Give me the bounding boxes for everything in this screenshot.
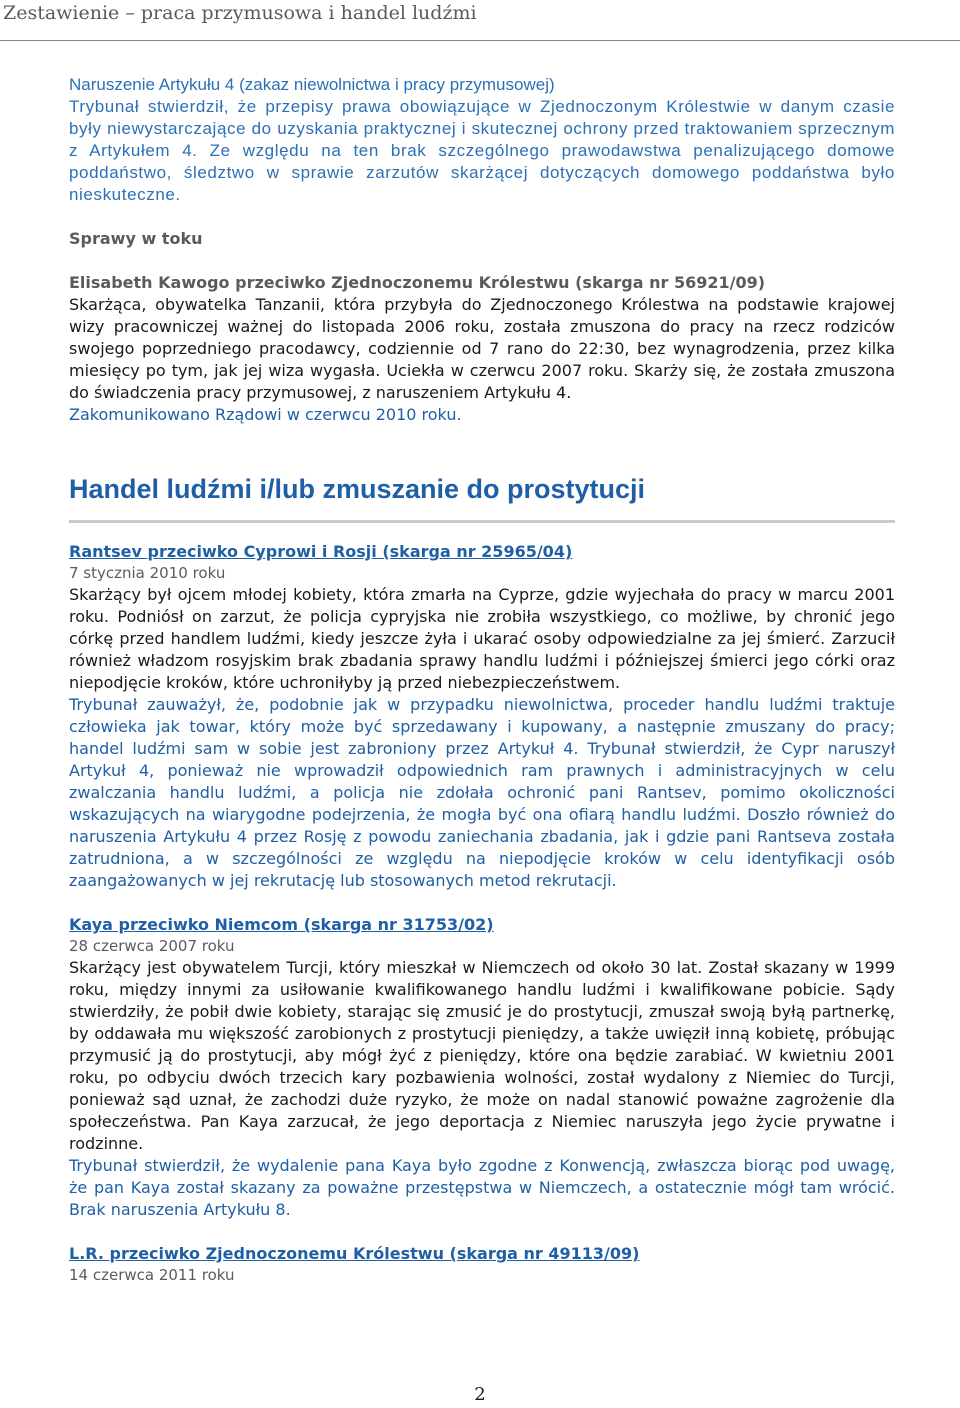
pending-communicated: Zakomunikowano Rządowi w czerwcu 2010 roku. xyxy=(69,405,462,424)
case-kaya xyxy=(69,914,895,1221)
violation-heading: Naruszenie Artykułu 4 (zakaz niewolnictwa i pracy przymusowej) xyxy=(69,75,555,94)
case-facts: Skarżący jest obywatelem Turcji, który mieszkał w Niemczech od około 30 lat. Został skazany w 1999 roku, między innymi za usiłowanie kwalifikowanego handlu ludźmi i kwalifikowane pobicie. Sądy stwierdziły, że pobił dwie kobiety, starając się zmusić je do prostytucji, zmuszał swoją byłą partnerkę, by oddawała mu większość zarobionych z prostytucji pieniędzy, a także uwięził inną kobietę, próbując przymusić ją do prostytucji, aby mógł żyć z pieniędzy, które ona będzie zarabiać. W kwietniu 2001 roku, po odbyciu dwóch trzecich kary pozbawienia wolności, został wydalony z Niemiec do Turcji, ponieważ sąd uznał, że zachodzi duże ryzyko, że może on nadal stanowić poważne zagrożenie dla społeczeństwa. Pan Kaya zarzucał, że jego deportacja z Niemiec naruszyła jego życie prywatne i rodzinne. xyxy=(69,958,895,1153)
page-header xyxy=(0,0,960,38)
pending-case xyxy=(69,272,895,426)
case-date: 7 stycznia 2010 roku xyxy=(69,564,226,582)
intro-block xyxy=(69,74,895,206)
case-ruling: Trybunał stwierdził, że wydalenie pana Kaya było zgodne z Konwencją, zwłaszcza biorąc pod uwagę, że pan Kaya został skazany za poważne przestępstwa w Niemczech, a ostatecznie mógł tam wrócić. Brak naruszenia Artykułu 8. xyxy=(69,1156,895,1219)
case-date: 14 czerwca 2011 roku xyxy=(69,1266,235,1284)
case-ruling: Trybunał zauważył, że, podobnie jak w przypadku niewolnictwa, proceder handlu ludźmi traktuje człowieka jak towar, który może być sprzedawany i kupowany, a następnie zmuszany do pracy; handel ludźmi sam w sobie jest zabroniony przez Artykuł 4. Trybunał stwierdził, że Cypr naruszył Artykuł 4, ponieważ nie wprowadził odpowiednich ram prawnych i administracyjnych w celu zwalczania handlu ludźmi, a policja nie zdołała ochronić pani Rantsev, pomimo okoliczności wskazujących na wiarygodne podejrzenia, że mogła być ona ofiarą handlu ludźmi. Doszło również do naruszenia Artykułu 4 przez Rosję z powodu zaniechania zbadania, jak i gdzie pani Rantseva została zatrudniona, a w szczególności ze względu na niepodjęcie kroków w celu identyfikacji osób zaangażowanych w jej rekrutację lub stosowanych metod rekrutacji. xyxy=(69,695,895,890)
document-title: Zestawienie – praca przymusowa i handel ludźmi xyxy=(3,2,477,24)
case-lr xyxy=(69,1243,895,1286)
section-title: Handel ludźmi i/lub zmuszanie do prostytucji xyxy=(69,472,895,523)
ruling-text: Trybunał stwierdził, że przepisy prawa obowiązujące w Zjednoczonym Królestwie w danym czasie były niewystarczające do uzyskania praktycznej i skutecznej ochrony przed traktowaniem sprzecznym z Artykułem 4. Ze względu na ten brak szczególnego prawodawstwa penalizującego domowe poddaństwo, śledztwo w sprawie zarzutów skarżącej dotyczących domowego poddaństwa było nieskuteczne. xyxy=(69,97,895,204)
pending-heading: Sprawy w toku xyxy=(69,229,203,248)
header-rule xyxy=(0,40,960,41)
page-number: 2 xyxy=(474,1384,486,1405)
case-facts: Skarżący był ojcem młodej kobiety, która zmarła na Cyprze, gdzie wyjechała do pracy w marcu 2001 roku. Podniósł on zarzut, że policja cypryjska nie zrobiła wszystkiego, co możliwe, by chronić jego córkę przed handlem ludźmi, kiedy jeszcze żyła i ukarać osoby odpowiedzialne za jej śmierć. Zarzucił również władzom rosyjskim brak zbadania sprawy handlu ludźmi i późniejszej śmierci jego córki oraz niepodjęcie kroków, które uchroniłyby ją przed niebezpieczeństwem. xyxy=(69,585,895,692)
case-date: 28 czerwca 2007 roku xyxy=(69,937,235,955)
case-title-link[interactable]: Kaya przeciwko Niemcom (skarga nr 31753/02) xyxy=(69,915,494,934)
case-rantsev xyxy=(69,541,895,892)
case-title-link[interactable]: Rantsev przeciwko Cyprowi i Rosji (skarga nr 25965/04) xyxy=(69,542,573,561)
page-content xyxy=(69,74,895,1286)
pending-case-title: Elisabeth Kawogo przeciwko Zjednoczonemu Królestwu (skarga nr 56921/09) xyxy=(69,273,766,292)
case-title-link[interactable]: L.R. przeciwko Zjednoczonemu Królestwu (skarga nr 49113/09) xyxy=(69,1244,640,1263)
pending-case-text: Skarżąca, obywatelka Tanzanii, która przybyła do Zjednoczonego Królestwa na podstawie krajowej wizy pracowniczej ważnej do listopada 2006 roku, została zmuszona do pracy na rzecz rodziców swojego poprzedniego pracodawcy, codziennie od 7 rano do 22:30, bez wynagrodzenia, przez kilka miesięcy po tym, jak jej wiza wygasła. Uciekła w czerwcu 2007 roku. Skarży się, że została zmuszona do świadczenia pracy przymusowej, z naruszeniem Artykułu 4. xyxy=(69,295,895,402)
